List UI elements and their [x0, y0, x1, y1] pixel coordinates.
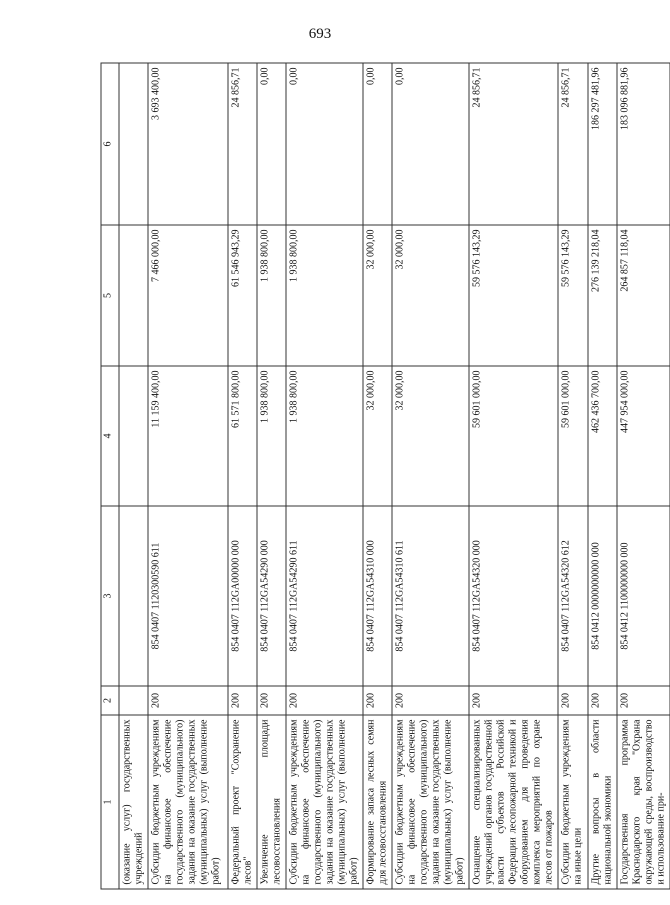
row-plan-value-cell	[119, 366, 148, 506]
row-remaining-value-cell	[119, 63, 148, 225]
row-remaining-value-cell: 24 856,71	[469, 63, 558, 225]
row-code-cell: 200	[588, 686, 617, 715]
row-remaining-value-cell: 0,00	[257, 63, 286, 225]
row-kbk-cell: 854 0407 112GA54310 000	[363, 506, 392, 686]
row-name-cell: Субсидии бюджетным учреждениям на иные цели	[558, 715, 588, 889]
row-code-cell: 200	[617, 686, 670, 715]
row-remaining-value-cell: 0,00	[392, 63, 469, 225]
column-header-3: 3	[101, 506, 119, 686]
row-name-cell: Субсидии бюджетным учреждениям на финансовое обеспечение государственного (муниципального) задания на оказание государственных (муниципальных) услуг (выполнение работ)	[286, 715, 363, 889]
row-executed-value-cell: 32 000,00	[363, 225, 392, 366]
row-name-cell: Государственная программа Краснодарского края "Охрана окружающей среды, воспроизводство и использование при-	[617, 715, 670, 889]
row-code-cell: 200	[363, 686, 392, 715]
row-plan-value-cell: 1 938 800,00	[257, 366, 286, 506]
row-name-cell: Оснащение специализированных учреждений органов государственной власти субъектов Российской Федерации лесопожарной техникой и оборудованием для проведения комплекса мероприятий по охране лесов от пожаров	[469, 715, 558, 889]
row-kbk-cell: 854 0407 112GA00000 000	[228, 506, 257, 686]
row-executed-value-cell: 61 546 943,29	[228, 225, 257, 366]
table-row	[588, 63, 617, 889]
rotated-table	[100, 63, 666, 889]
row-remaining-value-cell: 3 693 400,00	[148, 63, 228, 225]
column-number-row	[101, 63, 119, 889]
row-plan-value-cell: 32 000,00	[363, 366, 392, 506]
row-code-cell: 200	[257, 686, 286, 715]
row-executed-value-cell: 7 466 000,00	[148, 225, 228, 366]
row-remaining-value-cell: 24 856,71	[558, 63, 588, 225]
row-code-cell: 200	[148, 686, 228, 715]
row-name-cell: Увеличение площади лесовосстановления	[257, 715, 286, 889]
row-code-cell: 200	[558, 686, 588, 715]
row-code-cell: 200	[286, 686, 363, 715]
row-plan-value-cell: 59 601 000,00	[469, 366, 558, 506]
row-plan-value-cell: 61 571 800,00	[228, 366, 257, 506]
row-name-cell: Федеральный проект "Сохранение лесов"	[228, 715, 257, 889]
row-kbk-cell: 854 0407 112GA54320 612	[558, 506, 588, 686]
row-kbk-cell: 854 0407 112GA54290 611	[286, 506, 363, 686]
table-body	[101, 63, 670, 889]
row-name-cell: Другие вопросы в области национальной экономики	[588, 715, 617, 889]
row-kbk-cell: 854 0412 1100000000 000	[617, 506, 670, 686]
row-executed-value-cell: 1 938 800,00	[286, 225, 363, 366]
row-name-cell: (оказание услуг) государственных учреждений	[119, 715, 148, 889]
row-remaining-value-cell: 183 096 881,96	[617, 63, 670, 225]
row-plan-value-cell: 59 601 000,00	[558, 366, 588, 506]
row-executed-value-cell: 264 857 118,04	[617, 225, 670, 366]
page-number: 693	[308, 26, 332, 42]
row-remaining-value-cell: 186 297 481,96	[588, 63, 617, 225]
row-executed-value-cell: 32 000,00	[392, 225, 469, 366]
table-row	[558, 63, 588, 889]
row-remaining-value-cell: 24 856,71	[228, 63, 257, 225]
rotated-table-area	[100, 63, 666, 889]
row-code-cell: 200	[228, 686, 257, 715]
table-row	[119, 63, 148, 889]
row-code-cell: 200	[392, 686, 469, 715]
row-name-cell: Формирование запаса лесных семян для лесовосстановления	[363, 715, 392, 889]
column-header-1: 1	[101, 715, 119, 889]
table-row	[363, 63, 392, 889]
row-executed-value-cell: 59 576 143,29	[469, 225, 558, 366]
row-kbk-cell: 854 0407 1120300590 611	[148, 506, 228, 686]
row-plan-value-cell: 1 938 800,00	[286, 366, 363, 506]
row-executed-value-cell	[119, 225, 148, 366]
row-name-cell: Субсидии бюджетным учреждениям на финансовое обеспечение государственного (муниципального) задания на оказание государственных (муниципальных) услуг (выполнение работ)	[392, 715, 469, 889]
budget-table	[100, 62, 670, 889]
column-header-6: 6	[101, 63, 119, 225]
table-row	[617, 63, 670, 889]
column-header-5: 5	[101, 225, 119, 366]
table-row	[257, 63, 286, 889]
row-name-cell: Субсидии бюджетным учреждениям на финансовое обеспечение государственного (муниципального) задания на оказание государственных (муниципальных) услуг (выполнение работ)	[148, 715, 228, 889]
row-code-cell	[119, 686, 148, 715]
row-executed-value-cell: 1 938 800,00	[257, 225, 286, 366]
row-kbk-cell: 854 0407 112GA54310 611	[392, 506, 469, 686]
row-kbk-cell	[119, 506, 148, 686]
table-row	[392, 63, 469, 889]
table-row	[148, 63, 228, 889]
row-executed-value-cell: 59 576 143,29	[558, 225, 588, 366]
row-executed-value-cell: 276 139 218,04	[588, 225, 617, 366]
row-remaining-value-cell: 0,00	[363, 63, 392, 225]
row-kbk-cell: 854 0407 112GA54290 000	[257, 506, 286, 686]
row-code-cell: 200	[469, 686, 558, 715]
row-plan-value-cell: 462 436 700,00	[588, 366, 617, 506]
row-plan-value-cell: 32 000,00	[392, 366, 469, 506]
table-row	[228, 63, 257, 889]
column-header-4: 4	[101, 366, 119, 506]
row-kbk-cell: 854 0407 112GA54320 000	[469, 506, 558, 686]
row-plan-value-cell: 11 159 400,00	[148, 366, 228, 506]
table-row	[286, 63, 363, 889]
row-kbk-cell: 854 0412 0000000000 000	[588, 506, 617, 686]
row-plan-value-cell: 447 954 000,00	[617, 366, 670, 506]
table-row	[469, 63, 558, 889]
row-remaining-value-cell: 0,00	[286, 63, 363, 225]
column-header-2: 2	[101, 686, 119, 715]
